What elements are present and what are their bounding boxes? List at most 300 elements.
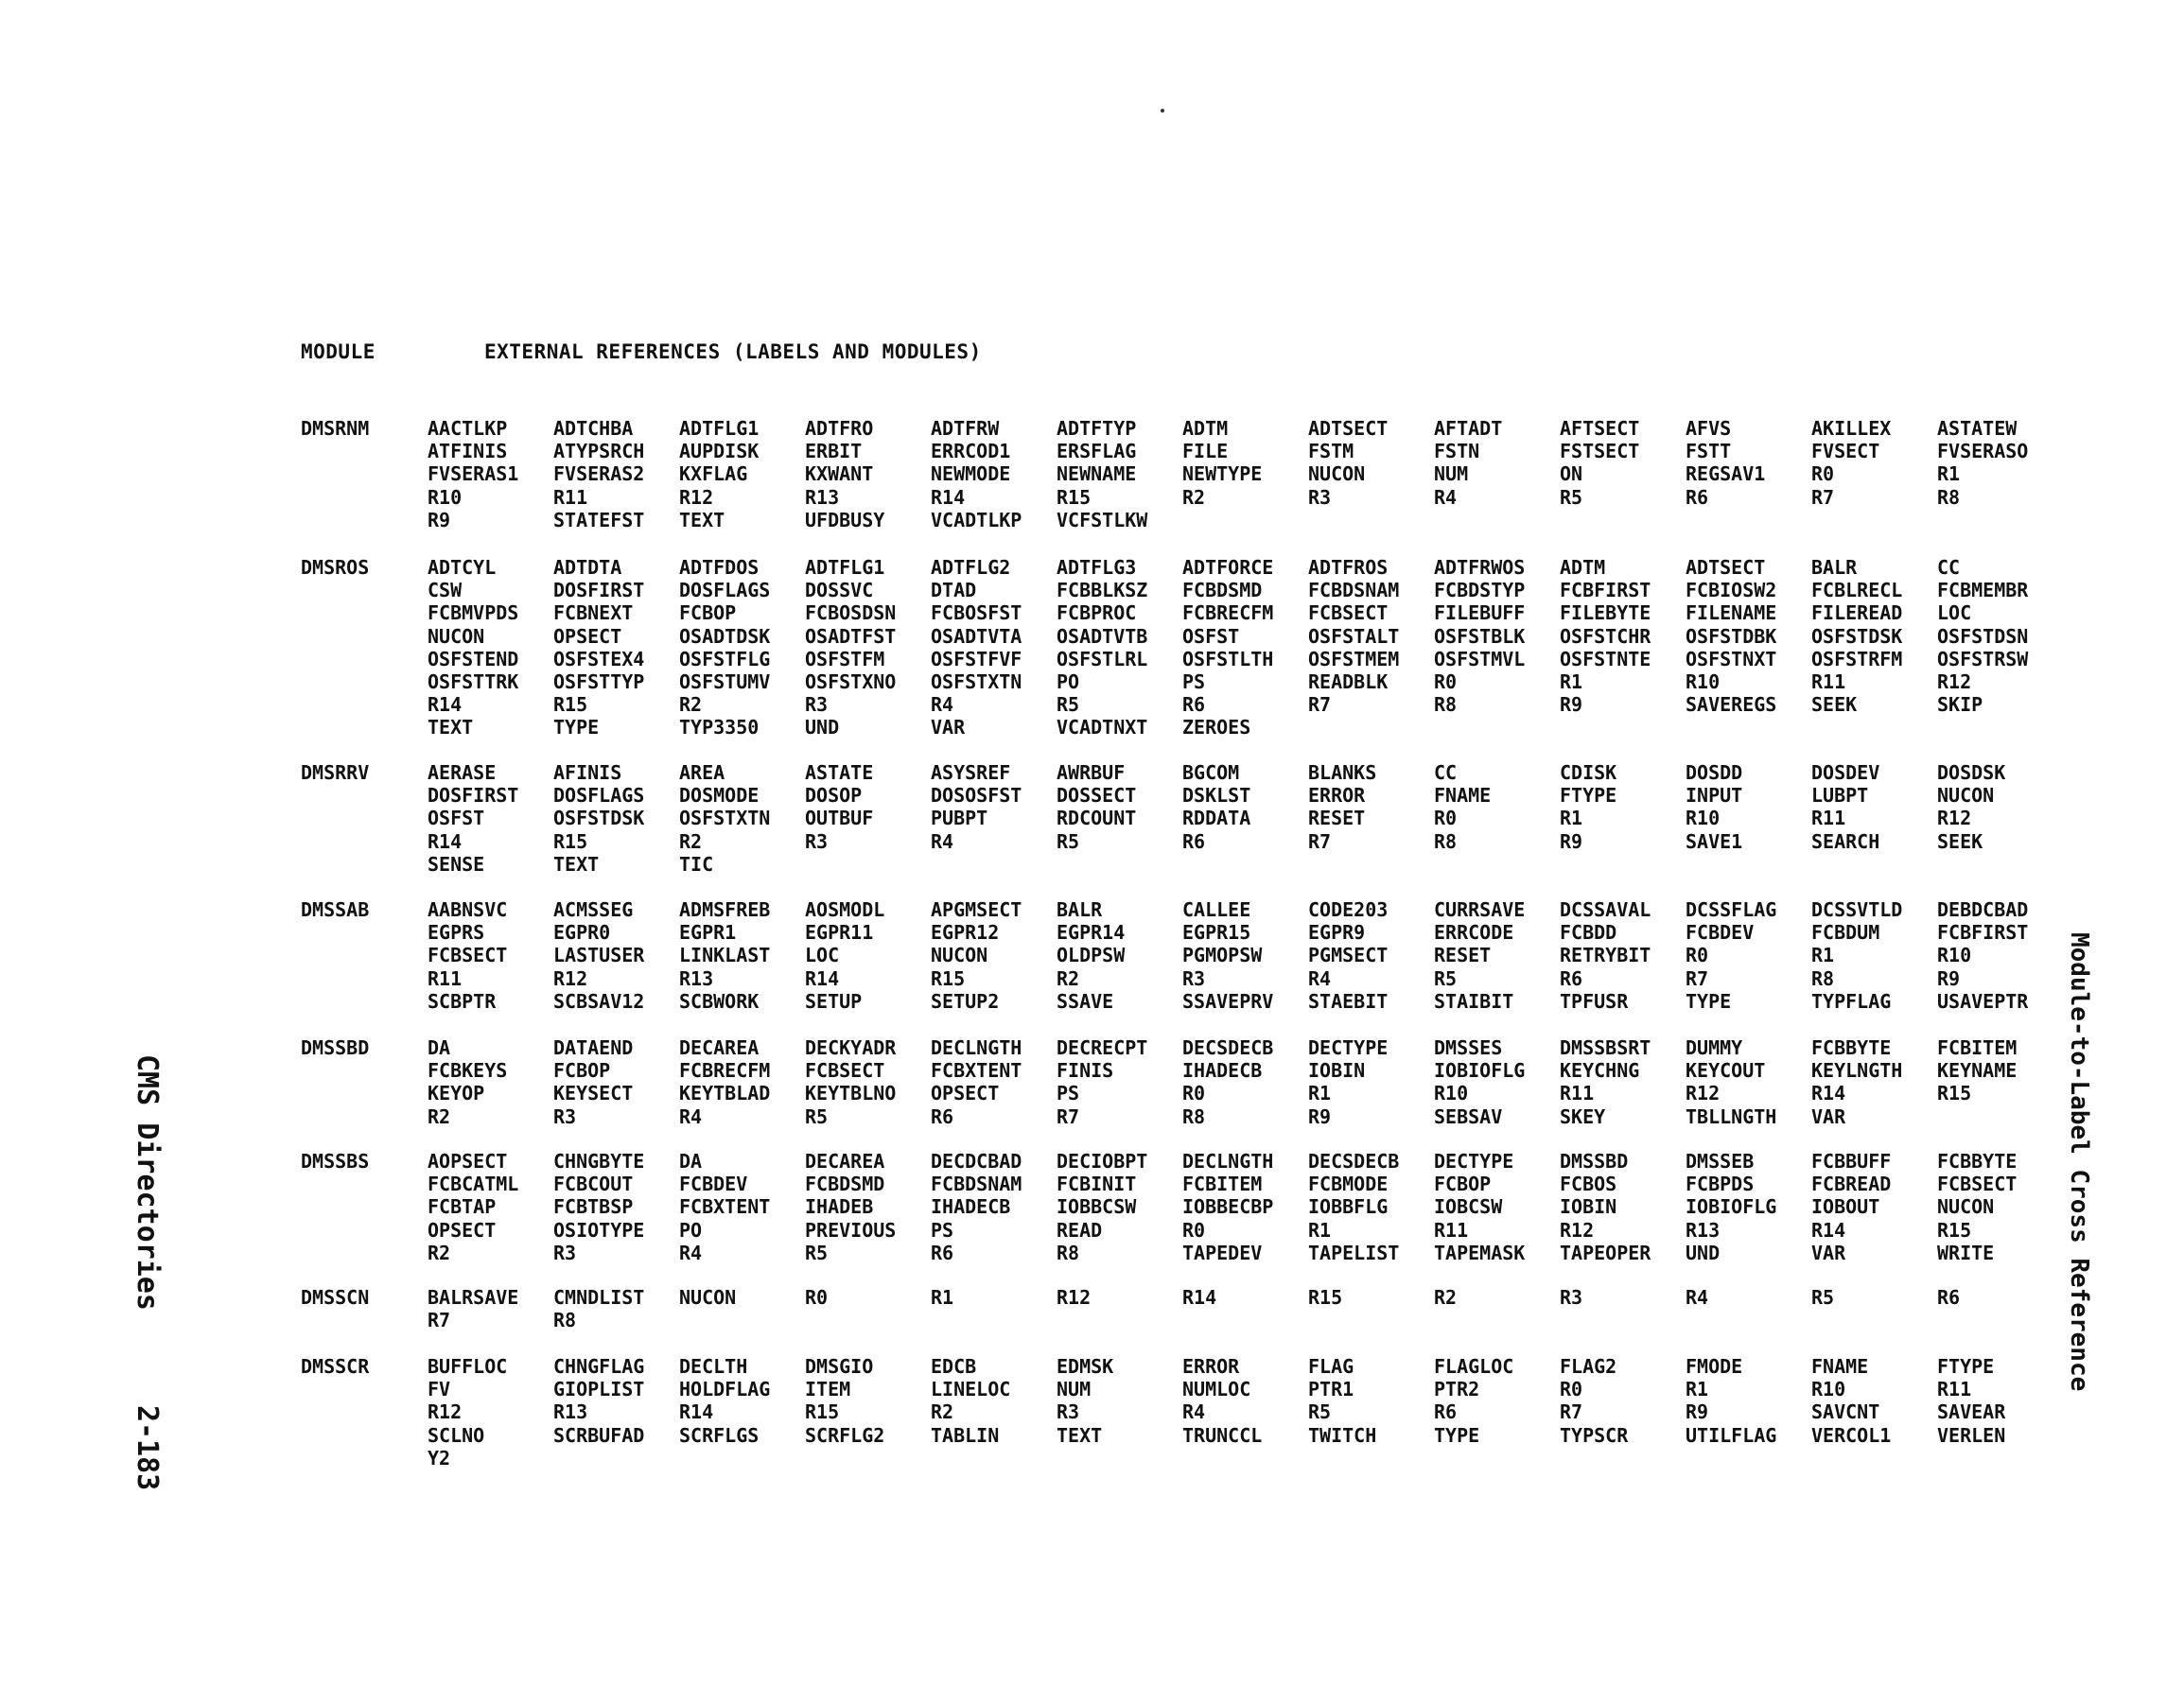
reference-label: R15 (1308, 1286, 1343, 1309)
reference-label: R15 (1937, 1082, 1972, 1105)
reference-label: R3 (805, 693, 829, 717)
reference-label: R14 (428, 693, 463, 717)
reference-label: FCBITEM (1182, 1173, 1263, 1196)
reference-label: FCBNEXT (553, 601, 634, 625)
reference-label: CDISK (1560, 761, 1617, 784)
reference-label: OSFSTLTH (1182, 647, 1274, 670)
reference-label: SEBSAV (1434, 1104, 1503, 1128)
reference-label: OSFSTEND (428, 647, 519, 670)
reference-label: FINIS (1057, 1059, 1114, 1083)
reference-label: R1 (1308, 1082, 1332, 1105)
reference-label: R6 (931, 1241, 954, 1264)
reference-label: TEXT (1057, 1423, 1103, 1447)
reference-label: SAVCNT (1811, 1400, 1880, 1424)
reference-label: DOSDSK (1937, 761, 2006, 784)
reference-label: PTR1 (1308, 1378, 1354, 1401)
reference-label: CHNGFLAG (553, 1355, 645, 1378)
reference-label: R4 (679, 1241, 703, 1264)
reference-label: FCBSECT (805, 1059, 885, 1083)
reference-label: ADTFRWOS (1434, 556, 1526, 579)
reference-label: HOLDFLAG (679, 1378, 771, 1401)
reference-label: R11 (553, 485, 588, 509)
reference-label: TYPE (553, 716, 600, 739)
reference-label: OSFSTLRL (1057, 647, 1148, 670)
reference-label: DEBDCBAD (1937, 898, 2029, 921)
reference-label: FSTSECT (1560, 440, 1640, 463)
reference-label: VCADTLKP (931, 508, 1022, 531)
reference-label: FCBDEV (1686, 921, 1755, 945)
reference-list (428, 1150, 2063, 1264)
reference-label: LOC (805, 944, 840, 967)
reference-label: R4 (1434, 485, 1458, 509)
reference-label: IHADEB (805, 1195, 874, 1219)
reference-label: R15 (553, 829, 588, 853)
reference-label: OPSECT (931, 1082, 1000, 1105)
reference-label: AOPSECT (428, 1150, 508, 1173)
reference-label: R0 (1811, 462, 1835, 486)
reference-label: SKIP (1937, 693, 1983, 717)
reference-label: DECAREA (805, 1150, 885, 1173)
reference-label: R4 (679, 1104, 703, 1128)
reference-label: FCBBYTE (1937, 1150, 2018, 1173)
reference-label: ADTCHBA (553, 417, 634, 440)
reference-label: OSFSTXTN (931, 670, 1022, 693)
reference-label: FCBOSFST (931, 601, 1022, 625)
reference-label: TIC (679, 852, 714, 876)
reference-label: OSFSTDSK (1811, 624, 1903, 648)
reference-label: ON (1560, 462, 1583, 486)
reference-label: SEEK (1811, 693, 1858, 717)
reference-label: OPSECT (428, 1218, 497, 1242)
reference-label: TYPE (1686, 989, 1732, 1013)
reference-label: R12 (553, 966, 588, 990)
reference-label: R11 (1811, 670, 1846, 693)
reference-label: OSFSTEX4 (553, 647, 645, 670)
reference-label: R2 (428, 1104, 451, 1128)
reference-label: READ (1057, 1218, 1103, 1242)
reference-label: VERCOL1 (1811, 1423, 1892, 1447)
reference-label: VERLEN (1937, 1423, 2006, 1447)
page-number: 2-183 (131, 1404, 164, 1491)
reference-label: TPFUSR (1560, 989, 1629, 1013)
reference-label: R5 (1811, 1286, 1835, 1309)
reference-label: DECLTH (679, 1355, 748, 1378)
reference-label: PGMOPSW (1182, 944, 1263, 967)
reference-label: DOSDD (1686, 761, 1743, 784)
reference-label: STATEFST (553, 508, 645, 531)
reference-label: OSFSTCHR (1560, 624, 1651, 648)
reference-label: CODE203 (1308, 898, 1389, 921)
reference-label: FTYPE (1560, 784, 1617, 808)
reference-label: FCBSECT (1308, 601, 1389, 625)
reference-label: TEXT (679, 508, 725, 531)
reference-label: R11 (1811, 807, 1846, 830)
reference-label: R9 (428, 508, 451, 531)
reference-label: CC (1434, 761, 1458, 784)
reference-label: SCBPTR (428, 989, 497, 1013)
reference-label: R3 (1182, 966, 1206, 990)
reference-label: AFVS (1686, 417, 1732, 440)
section-title: CMS Directories (131, 1054, 164, 1311)
reference-label: DSKLST (1182, 784, 1251, 808)
reference-label: OSFSTDSN (1937, 624, 2029, 648)
reference-label: CMNDLIST (553, 1286, 645, 1309)
reference-label: FCBDUM (1811, 921, 1880, 945)
reference-label: R6 (1182, 829, 1206, 853)
reference-label: ADTFTYP (1057, 417, 1137, 440)
reference-label: R13 (1686, 1218, 1721, 1242)
reference-label: R9 (1686, 1400, 1709, 1424)
reference-label: USAVEPTR (1937, 989, 2029, 1013)
reference-label: SETUP (805, 989, 863, 1013)
reference-label: FVSECT (1811, 440, 1880, 463)
reference-label: KXFLAG (679, 462, 748, 486)
reference-label: FCBREAD (1811, 1173, 1892, 1196)
reference-label: R3 (805, 829, 829, 853)
reference-label: R6 (1560, 966, 1583, 990)
reference-label: R12 (1937, 670, 1972, 693)
reference-label: R13 (553, 1400, 588, 1424)
reference-label: R7 (428, 1309, 451, 1332)
reference-label: OSFSTFVF (931, 647, 1022, 670)
reference-label: RESET (1308, 807, 1366, 830)
reference-label: FILEREAD (1811, 601, 1903, 625)
reference-label: R6 (1182, 693, 1206, 717)
reference-label: NUCON (1937, 784, 1995, 808)
reference-label: R2 (1057, 966, 1080, 990)
reference-label: R10 (1686, 807, 1721, 830)
reference-label: R11 (428, 966, 463, 990)
reference-label: ADTSECT (1686, 556, 1766, 579)
reference-label: FV (428, 1378, 451, 1401)
reference-label: ADTDTA (553, 556, 622, 579)
reference-label: FCBSECT (1937, 1173, 2018, 1196)
reference-label: CURRSAVE (1434, 898, 1526, 921)
reference-label: TAPEDEV (1182, 1241, 1263, 1264)
reference-label: DECRECPT (1057, 1036, 1148, 1059)
reference-label: EGPR15 (1182, 921, 1251, 945)
reference-label: SCBSAV12 (553, 989, 645, 1013)
reference-label: CHNGBYTE (553, 1150, 645, 1173)
reference-label: FVSERAS1 (428, 462, 519, 486)
reference-label: READBLK (1308, 670, 1389, 693)
reference-label: EDCB (931, 1355, 977, 1378)
reference-label: RDCOUNT (1057, 807, 1137, 830)
reference-label: UTILFLAG (1686, 1423, 1777, 1447)
reference-label: R4 (931, 693, 954, 717)
reference-label: R4 (1308, 966, 1332, 990)
reference-label: FCBFIRST (1560, 579, 1651, 602)
reference-label: R6 (931, 1104, 954, 1128)
reference-label: FCBDSMD (1182, 579, 1263, 602)
reference-label: CC (1937, 556, 1961, 579)
reference-label: R3 (553, 1104, 577, 1128)
reference-label: TWITCH (1308, 1423, 1377, 1447)
reference-label: R10 (1937, 944, 1972, 967)
reference-label: DTAD (931, 579, 977, 602)
reference-label: TRUNCCL (1182, 1423, 1263, 1447)
reference-label: R8 (1434, 693, 1458, 717)
reference-label: DOSSVC (805, 579, 874, 602)
reference-label: KEYOP (428, 1082, 485, 1105)
reference-label: FNAME (1434, 784, 1492, 808)
reference-label: KXWANT (805, 462, 874, 486)
module-name: DMSSCN (301, 1286, 370, 1309)
reference-label: DOSSECT (1057, 784, 1137, 808)
reference-label: OSFSTMEM (1308, 647, 1400, 670)
reference-label: ADTFLG2 (931, 556, 1011, 579)
reference-label: DOSOSFST (931, 784, 1022, 808)
reference-label: TYPFLAG (1811, 989, 1892, 1013)
reference-label: FCBCOUT (553, 1173, 634, 1196)
reference-label: VCFSTLKW (1057, 508, 1148, 531)
reference-label: APGMSECT (931, 898, 1022, 921)
reference-label: AREA (679, 761, 725, 784)
reference-label: BGCOM (1182, 761, 1240, 784)
reference-label: DECSDECB (1308, 1150, 1400, 1173)
reference-label: SSAVE (1057, 989, 1114, 1013)
reference-label: EGPR0 (553, 921, 611, 945)
reference-label: FCBDEV (679, 1173, 748, 1196)
reference-label: DOSFLAGS (679, 579, 771, 602)
reference-label: OSFSTDSK (553, 807, 645, 830)
reference-label: SCBWORK (679, 989, 760, 1013)
reference-label: ADTFROS (1308, 556, 1389, 579)
reference-label: NUCON (679, 1286, 737, 1309)
reference-label: FCBDSNAM (1308, 579, 1400, 602)
reference-label: GIOPLIST (553, 1378, 645, 1401)
reference-label: R15 (931, 966, 966, 990)
reference-label: DA (428, 1036, 451, 1059)
reference-label: OSFSTTYP (553, 670, 645, 693)
reference-label: DCSSVTLD (1811, 898, 1903, 921)
reference-label: FCBITEM (1937, 1036, 2018, 1059)
reference-label: R5 (1560, 485, 1583, 509)
reference-label: R7 (1560, 1400, 1583, 1424)
reference-label: R3 (1308, 485, 1332, 509)
reference-label: VAR (931, 716, 966, 739)
reference-label: DECLNGTH (931, 1036, 1022, 1059)
reference-label: NUCON (931, 944, 988, 967)
reference-label: ADTM (1560, 556, 1606, 579)
reference-label: OPSECT (553, 624, 622, 648)
reference-label: ADTFORCE (1182, 556, 1274, 579)
reference-label: FCBCATML (428, 1173, 519, 1196)
reference-label: DOSMODE (679, 784, 760, 808)
reference-label: OSFSTMVL (1434, 647, 1526, 670)
reference-label: FTYPE (1937, 1355, 1995, 1378)
reference-label: DMSSBD (1560, 1150, 1629, 1173)
reference-label: EDMSK (1057, 1355, 1114, 1378)
reference-label: SEARCH (1811, 829, 1880, 853)
reference-label: FLAG2 (1560, 1355, 1617, 1378)
reference-label: R7 (1811, 485, 1835, 509)
stray-dot-mark (1161, 109, 1164, 113)
module-name: DMSRNM (301, 417, 370, 440)
reference-label: AWRBUF (1057, 761, 1126, 784)
reference-label: ADTFLG1 (805, 556, 885, 579)
reference-label: SAVEREGS (1686, 693, 1777, 717)
reference-label: PO (679, 1218, 703, 1242)
reference-label: R11 (1937, 1378, 1972, 1401)
reference-label: IOBBFLG (1308, 1195, 1389, 1219)
reference-label: DECKYADR (805, 1036, 897, 1059)
reference-label: PGMSECT (1308, 944, 1389, 967)
reference-label: OSFSTXNO (805, 670, 897, 693)
reference-label: SCRFLGS (679, 1423, 760, 1447)
reference-label: R14 (679, 1400, 714, 1424)
reference-label: R10 (428, 485, 463, 509)
reference-label: DECLNGTH (1182, 1150, 1274, 1173)
reference-label: PREVIOUS (805, 1218, 897, 1242)
reference-label: AKILLEX (1811, 417, 1892, 440)
reference-label: OSFSTBLK (1434, 624, 1526, 648)
reference-label: OSADTFST (805, 624, 897, 648)
reference-label: FILENAME (1686, 601, 1777, 625)
reference-label: ASTATE (805, 761, 874, 784)
reference-label: IOBIOFLG (1686, 1195, 1777, 1219)
reference-label: OSFSTFM (805, 647, 885, 670)
reference-label: ADTCYL (428, 556, 497, 579)
reference-label: ATFINIS (428, 440, 508, 463)
reference-label: R14 (931, 485, 966, 509)
reference-label: FCBOS (1560, 1173, 1617, 1196)
reference-label: OSADTDSK (679, 624, 771, 648)
reference-label: R6 (1434, 1400, 1458, 1424)
reference-label: DOSFIRST (553, 579, 645, 602)
reference-label: R11 (1434, 1218, 1469, 1242)
reference-label: R12 (1057, 1286, 1092, 1309)
module-name: DMSSCR (301, 1355, 370, 1378)
reference-label: FSTN (1434, 440, 1480, 463)
reference-label: TAPELIST (1308, 1241, 1400, 1264)
reference-label: R5 (1308, 1400, 1332, 1424)
reference-label: IOBBECBP (1182, 1195, 1274, 1219)
reference-label: R0 (1686, 944, 1709, 967)
reference-label: DECAREA (679, 1036, 760, 1059)
reference-label: AFTSECT (1560, 417, 1640, 440)
reference-label: R10 (1686, 670, 1721, 693)
reference-label: R2 (1434, 1286, 1458, 1309)
reference-label: BALR (1811, 556, 1858, 579)
reference-label: EGPR11 (805, 921, 874, 945)
reference-list (428, 417, 2063, 531)
reference-label: TEXT (428, 716, 474, 739)
reference-label: R11 (1560, 1082, 1595, 1105)
reference-label: KEYSECT (553, 1082, 634, 1105)
reference-label: TABLIN (931, 1423, 1000, 1447)
reference-label: ATYPSRCH (553, 440, 645, 463)
reference-label: RDDATA (1182, 807, 1251, 830)
reference-label: OSFSTDBK (1686, 624, 1777, 648)
reference-label: FLAG (1308, 1355, 1354, 1378)
reference-label: NUM (1434, 462, 1469, 486)
reference-label: PS (1182, 670, 1206, 693)
reference-label: R5 (1057, 829, 1080, 853)
reference-label: IOBIN (1308, 1059, 1366, 1083)
reference-label: AFTADT (1434, 417, 1503, 440)
reference-label: R5 (805, 1241, 829, 1264)
reference-label: EGPR9 (1308, 921, 1366, 945)
reference-label: R8 (1182, 1104, 1206, 1128)
reference-list (428, 1036, 2063, 1128)
reference-label: AABNSVC (428, 898, 508, 921)
reference-label: OSFST (1182, 624, 1240, 648)
reference-label: NEWNAME (1057, 462, 1137, 486)
reference-label: R7 (1057, 1104, 1080, 1128)
reference-label: SAVEAR (1937, 1400, 2006, 1424)
reference-label: SAVE1 (1686, 829, 1743, 853)
reference-label: FCBBYTE (1811, 1036, 1892, 1059)
reference-label: R15 (805, 1400, 840, 1424)
module-name: DMSROS (301, 556, 370, 579)
reference-label: R0 (1182, 1218, 1206, 1242)
reference-label: AFINIS (553, 761, 622, 784)
reference-label: R1 (1560, 670, 1583, 693)
reference-label: FCBTBSP (553, 1195, 634, 1219)
reference-label: FCBTAP (428, 1195, 497, 1219)
reference-label: ADTFRW (931, 417, 1000, 440)
reference-label: FCBKEYS (428, 1059, 508, 1083)
reference-label: FMODE (1686, 1355, 1743, 1378)
reference-label: OUTBUF (805, 807, 874, 830)
reference-label: PTR2 (1434, 1378, 1480, 1401)
reference-label: LOC (1937, 601, 1972, 625)
reference-label: FLAGLOC (1434, 1355, 1514, 1378)
reference-label: R1 (1811, 944, 1835, 967)
reference-label: VCADTNXT (1057, 716, 1148, 739)
reference-label: R1 (1937, 462, 1961, 486)
reference-label: FSTM (1308, 440, 1354, 463)
reference-label: DUMMY (1686, 1036, 1743, 1059)
reference-label: R12 (1686, 1082, 1721, 1105)
reference-label: FNAME (1811, 1355, 1869, 1378)
reference-label: NUCON (1308, 462, 1366, 486)
module-column-header: MODULE (301, 340, 376, 363)
reference-label: FILEBYTE (1560, 601, 1651, 625)
reference-label: CALLEE (1182, 898, 1251, 921)
reference-label: ADTFLG3 (1057, 556, 1137, 579)
reference-label: NUCON (428, 624, 485, 648)
reference-label: OLDPSW (1057, 944, 1126, 967)
reference-label: ADMSFREB (679, 898, 771, 921)
reference-label: R12 (1560, 1218, 1595, 1242)
reference-label: FCBLRECL (1811, 579, 1903, 602)
reference-label: ASTATEW (1937, 417, 2018, 440)
reference-label: R3 (553, 1241, 577, 1264)
reference-label: R14 (428, 829, 463, 853)
reference-label: R5 (1434, 966, 1458, 990)
reference-label: KEYTBLNO (805, 1082, 897, 1105)
reference-label: ACMSSEG (553, 898, 634, 921)
reference-label: R2 (679, 829, 703, 853)
reference-label: KEYCOUT (1686, 1059, 1766, 1083)
reference-label: VAR (1811, 1241, 1846, 1264)
reference-label: FCBOP (679, 601, 737, 625)
reference-label: EGPRS (428, 921, 485, 945)
reference-label: UND (805, 716, 840, 739)
reference-label: BLANKS (1308, 761, 1377, 784)
reference-label: UND (1686, 1241, 1721, 1264)
reference-label: R9 (1560, 829, 1583, 853)
reference-list (428, 761, 2063, 876)
reference-label: R1 (1308, 1218, 1332, 1242)
reference-label: SETUP2 (931, 989, 1000, 1013)
reference-label: AERASE (428, 761, 497, 784)
reference-label: R15 (1057, 485, 1092, 509)
reference-label: DECSDECB (1182, 1036, 1274, 1059)
reference-label: FCBRECFM (679, 1059, 771, 1083)
